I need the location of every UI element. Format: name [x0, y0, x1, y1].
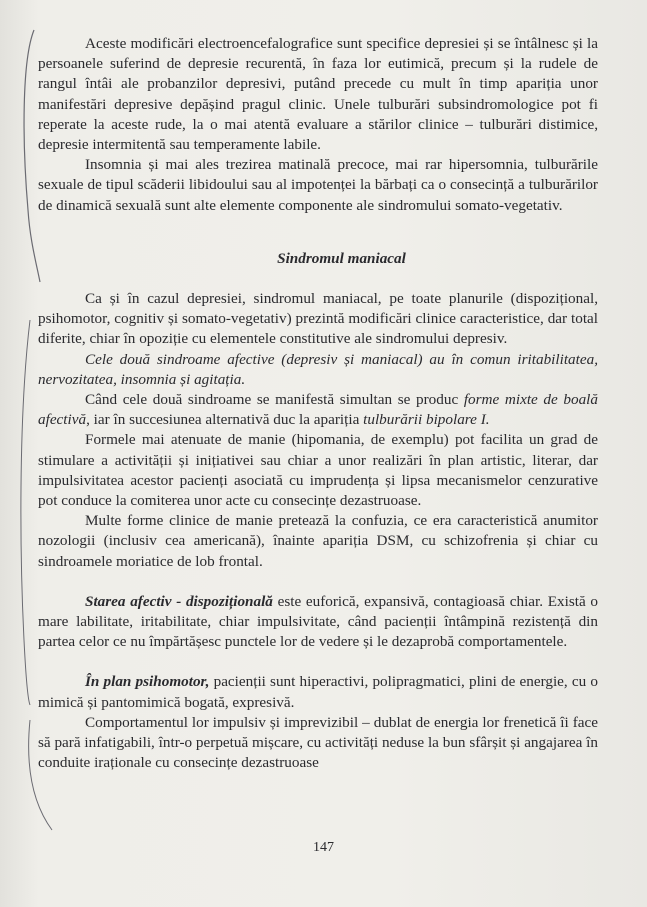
p8-lead: Starea afectiv - dispozițională [85, 592, 273, 610]
paragraph-2: Insomnia și mai ales trezirea matinală precoce, mai rar hipersomnia, tulburările sexuale de tipul scăderii libidoului sau al impotenței la bărbați ca o consecință a tulburărilor de dinamică sexuală sunt alte elemente componente ale sindromului somato-vegetativ. [38, 156, 598, 214]
paragraph-4: Cele două sindroame afective (depresiv și maniacal) au în comun iritabilitatea, nervozitatea, insomnia și agitația. [38, 350, 598, 388]
p9-lead: În plan psihomotor, [85, 673, 210, 691]
page-number: 147 [313, 840, 334, 855]
paragraph-5 [38, 390, 598, 430]
section-heading: Sindromul maniacal [277, 249, 406, 267]
paragraph-7: Multe forme clinice de manie pretează la confuzia, ce era caracteristică anumitor nozologii (inclusiv cea americană), înainte apariția DSM, cu schizofrenia și chiar cu sindroamele moriatice de lob frontal. [38, 512, 598, 570]
paragraph-10: Comportamentul lor impulsiv și imprevizibil – dublat de energia lor frenetică îi face să pară infatigabili, într-o perpetuă mișcare, cu activități neduse la bun sfârșit și angajarea în conduite iraționale cu consecințe dezastruoase [38, 713, 598, 772]
p5-text-2: , iar în succesiunea alternativă duc la apariția [86, 411, 364, 429]
p5-italic-2: tulburării bipolare I. [363, 411, 490, 429]
paragraph-9 [38, 672, 598, 712]
p5-text-1: Când cele două sindroame se manifestă simultan se produc [85, 391, 464, 409]
paragraph-6: Formele mai atenuate de manie (hipomania, de exemplu) pot facilita un grad de stimulare a activității și inițiativei sau chiar a unor realizări în plan artistic, literar, dar impulsivitatea acestor pacienți asociată cu imprudența și lipsa mecanismelor cenzurative pot conduce la comiterea unor acte cu consecințe dezastruoase. [38, 431, 598, 510]
paragraph-1: Aceste modificări electroencefalografice sunt specifice depresiei și se întâlnesc și la persoanele suferind de depresie recurentă, în faza lor eutimică, precum și la rudele de rangul întâi ale probanzilor depresivi, putând precede cu mult în timp apariția unor manifestări depresive depășind pragul clinic. Unele tulburări subsindromologice pot fi reperate la aceste rude, la o mai atentă evaluare a stărilor clinice – tulburări distimice, depresie intermitentă sau temperamente labile. [38, 35, 598, 154]
body-text [38, 34, 598, 774]
p9-rest: pacienții sunt hiperactivi, polipragmatici, plini de energie, cu o mimică și pantomimică bogată, expresivă. [38, 673, 598, 711]
paragraph-8 [38, 592, 598, 653]
p8-rest: este euforică, expansivă, contagioasă chiar. Există o mare labilitate, iritabilitate, chiar impulsivitate, când pacienții întâmpină rezistență din partea celor ce nu împărtășesc punctele lor de vedere și le dezaprobă comportamentele. [38, 592, 598, 651]
paragraph-3: Ca și în cazul depresiei, sindromul maniacal, pe toate planurile (dispozițional, psihomotor, cognitiv și somato-vegetativ) prezintă modificări clinice caracteristice, dar total diferite, chiar în opoziție cu elementele constitutive ale sindromului depresiv. [38, 290, 598, 348]
p5-italic-1: forme mixte de boală afectivă [38, 391, 598, 429]
